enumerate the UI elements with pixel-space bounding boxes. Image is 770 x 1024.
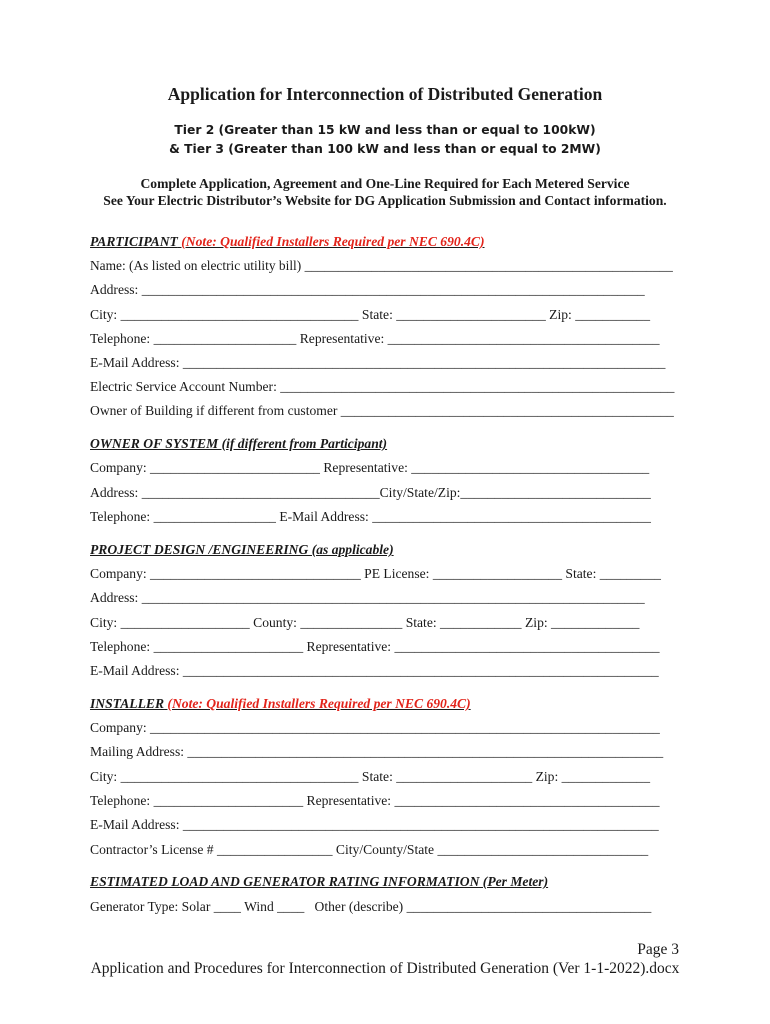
installer-note: (Note: Qualified Installers Required per NEC 690.4C)	[164, 696, 471, 711]
project-company-field[interactable]: Company: _______________________________ PE License: ___________________ State: _________	[90, 566, 661, 581]
participant-telephone-field[interactable]: Telephone: _____________________ Representative: ________________________________________	[90, 331, 660, 346]
project-email-field[interactable]: E-Mail Address: ______________________________________________________________________	[90, 663, 659, 678]
instruction-line-2: See Your Electric Distributor’s Website for DG Application Submission and Contact information.	[103, 193, 667, 208]
installer-email-field[interactable]: E-Mail Address: ______________________________________________________________________	[90, 817, 659, 832]
project-address-field[interactable]: Address: __________________________________________________________________________	[90, 590, 645, 605]
installer-heading	[90, 696, 471, 712]
instruction-line-1: Complete Application, Agreement and One-Line Required for Each Metered Service	[140, 176, 630, 191]
installer-mailing-address-field[interactable]: Mailing Address: ______________________________________________________________________	[90, 744, 664, 759]
installer-license-field[interactable]: Contractor’s License # _________________ City/County/State _______________________________	[90, 842, 649, 857]
generator-type-field[interactable]: Generator Type: Solar ____ Wind ____ Other (describe) ____________________________________	[90, 899, 652, 914]
project-heading: PROJECT DESIGN /ENGINEERING (as applicable)	[90, 542, 394, 557]
participant-building-owner-field[interactable]: Owner of Building if different from customer _________________________________________________	[90, 403, 674, 418]
installer-city-field[interactable]: City: ___________________________________ State: ____________________ Zip: _____________	[90, 769, 650, 784]
participant-note: (Note: Qualified Installers Required per NEC 690.4C)	[177, 234, 485, 249]
project-city-field[interactable]: City: ___________________ County: _______________ State: ____________ Zip: _____________	[90, 615, 640, 630]
installer-company-field[interactable]: Company: ___________________________________________________________________________	[90, 720, 660, 735]
participant-heading-label: PARTICIPANT	[90, 234, 178, 249]
tier-3-line: & Tier 3 (Greater than 100 kW and less than or equal to 2MW)	[169, 142, 601, 156]
participant-heading	[90, 234, 485, 250]
project-telephone-field[interactable]: Telephone: ______________________ Representative: _______________________________________	[90, 639, 660, 654]
owner-address-field[interactable]: Address: ___________________________________City/State/Zip:____________________________	[90, 485, 651, 500]
page-title: Application for Interconnection of Distributed Generation	[167, 84, 603, 104]
participant-email-field[interactable]: E-Mail Address: _______________________________________________________________________	[90, 355, 666, 370]
document-footer: Application and Procedures for Interconnection of Distributed Generation (Ver 1-1-2022).docx	[90, 960, 680, 977]
tier-2-line: Tier 2 (Greater than 15 kW and less than or equal to 100kW)	[174, 123, 596, 137]
participant-name-field[interactable]: Name: (As listed on electric utility bill) _______________________________________________________	[90, 258, 673, 273]
owner-telephone-field[interactable]: Telephone: __________________ E-Mail Address: _________________________________________	[90, 509, 651, 524]
participant-account-number-field[interactable]: Electric Service Account Number: __________________________________________________________	[90, 379, 675, 394]
load-heading: ESTIMATED LOAD AND GENERATOR RATING INFORMATION (Per Meter)	[90, 874, 549, 889]
participant-address-field[interactable]: Address: __________________________________________________________________________	[90, 282, 645, 297]
installer-telephone-field[interactable]: Telephone: ______________________ Representative: _______________________________________	[90, 793, 660, 808]
installer-heading-label: INSTALLER	[90, 696, 165, 711]
owner-heading: OWNER OF SYSTEM (if different from Participant)	[90, 436, 388, 451]
owner-company-field[interactable]: Company: _________________________ Representative: ___________________________________	[90, 460, 650, 475]
participant-city-state-zip-field[interactable]: City: ___________________________________ State: ______________________ Zip: ___________	[90, 307, 650, 322]
page-number: Page 3	[637, 941, 679, 958]
